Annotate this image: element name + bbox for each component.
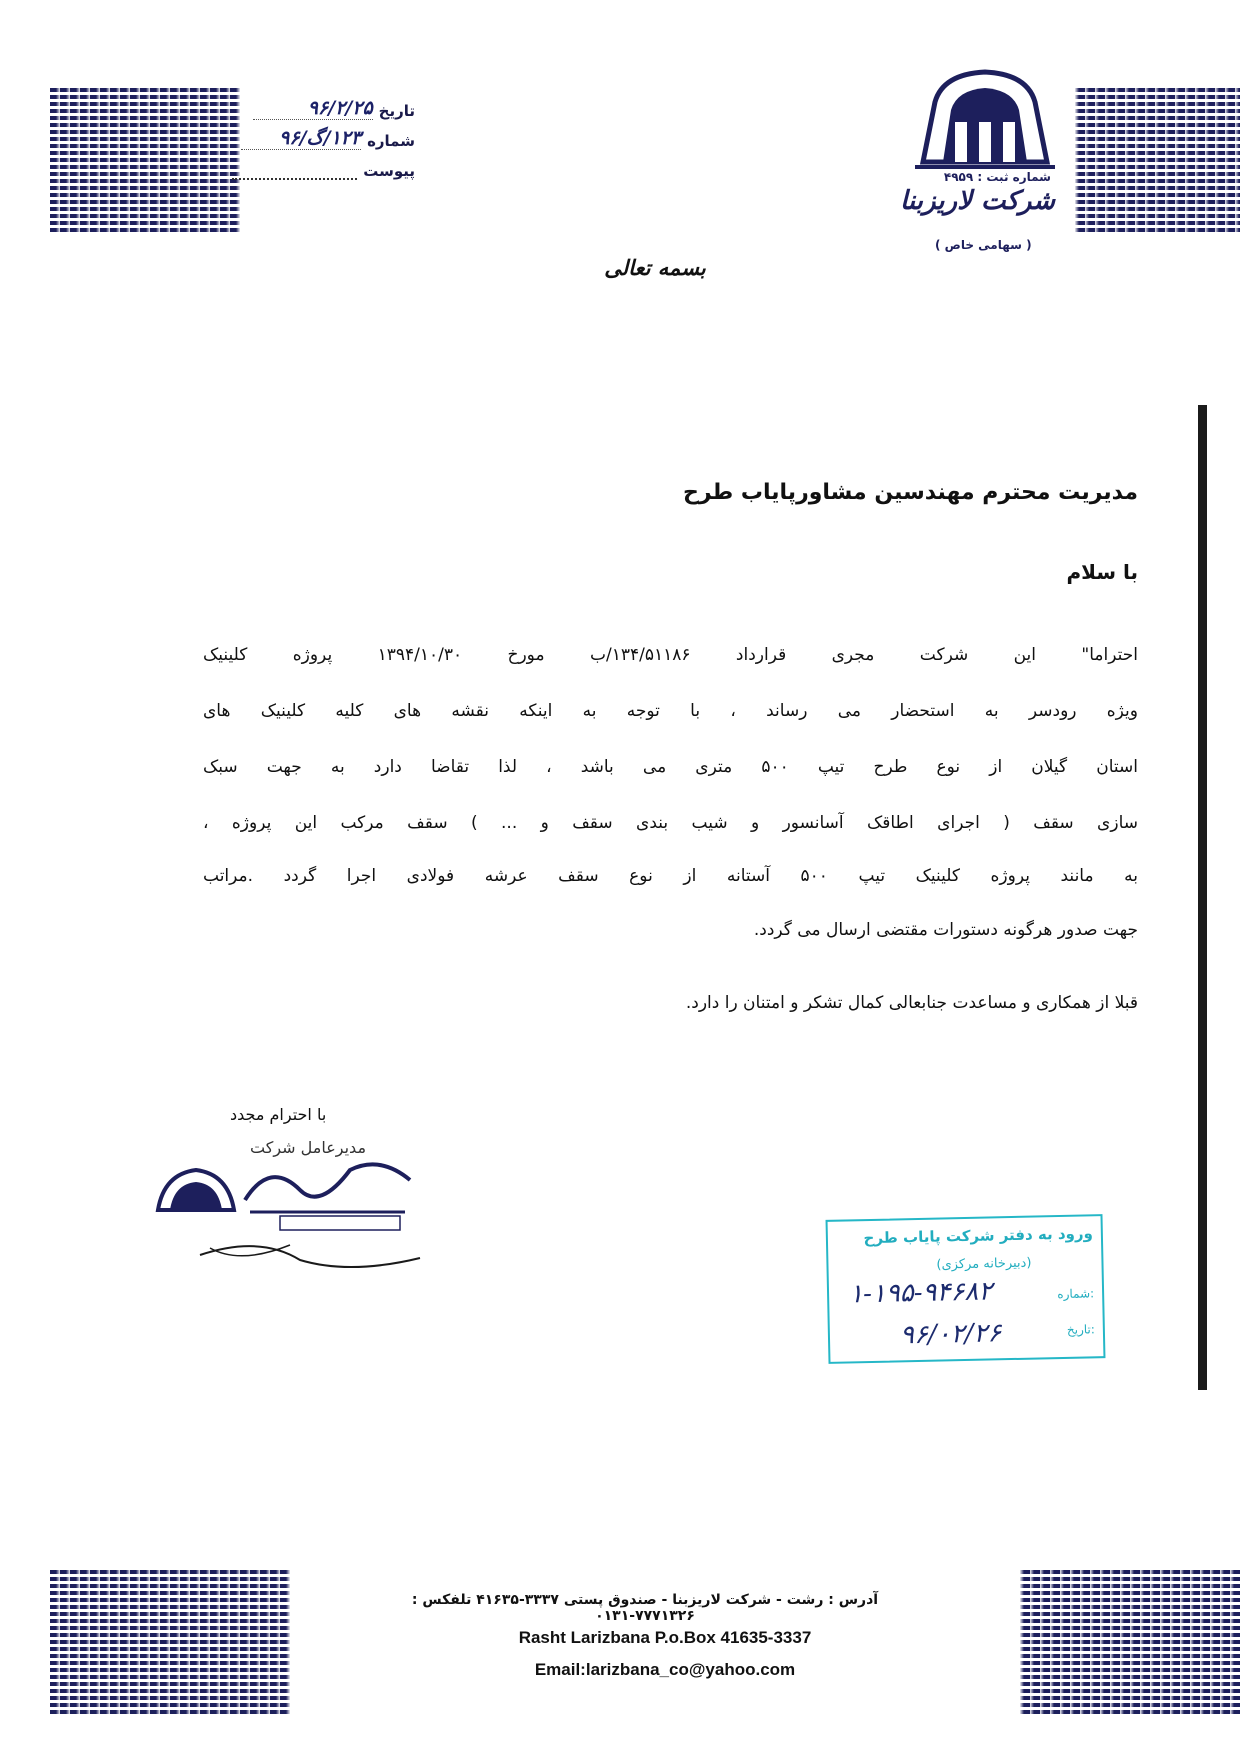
addressee: مدیریت محترم مهندسین مشاورپایاب طرح	[683, 480, 1138, 505]
footer-stripes-right	[1020, 1570, 1240, 1715]
registration-number: شماره ثبت : ۴۹۵۹	[943, 170, 1051, 184]
attachment-blank	[232, 164, 357, 180]
footer-address-en: Rasht Larizbana P.o.Box 41635-3337	[518, 1628, 812, 1647]
stamp-subtitle: (دبیرخانه مرکزی)	[936, 1255, 1032, 1273]
body-line: به مانند پروژه کلینیک تیپ ۵۰۰ آستانه از نوع سقف عرشه فولادی اجرا گردد .مراتب	[203, 866, 1138, 886]
margin-rule	[1198, 405, 1207, 1390]
closing-text: با احترام مجدد	[230, 1105, 327, 1124]
receipt-stamp	[826, 1214, 1106, 1364]
company-seal	[150, 1140, 430, 1270]
date-value: ۹۶/۲/۲۵	[253, 97, 373, 120]
signature-seal-icon	[150, 1140, 430, 1270]
company-logo	[899, 62, 1065, 262]
company-type: ( سهامی خاص )	[935, 238, 1032, 252]
footer-address-fa: آدرس : رشت - شرکت لاریزبنا - صندوق پستی ۳۳۳۷-۴۱۶۳۵ تلفکس : ۷۷۷۱۳۲۶-۰۱۳۱	[411, 1592, 879, 1624]
stripe-pattern	[1075, 88, 1240, 235]
letter-meta	[215, 90, 415, 180]
date-label: تاریخ	[378, 102, 415, 120]
footer-stripes-left	[50, 1570, 290, 1715]
signer-title: مدیرعامل شرکت	[250, 1138, 367, 1157]
date-row	[215, 90, 415, 120]
stripe-pattern	[50, 88, 240, 235]
attachment-row	[215, 150, 415, 180]
logo-building-icon	[905, 62, 1065, 172]
header-stripes-right	[1075, 88, 1240, 235]
stamp-date-value: ۹۶/۰۲/۲۶	[899, 1318, 1002, 1351]
stamp-number-label: شماره:	[1057, 1286, 1095, 1302]
stamp-date-label: تاریخ:	[1066, 1322, 1096, 1337]
header-stripes-left	[50, 88, 240, 235]
number-row	[215, 120, 415, 150]
body-line: استان گیلان از نوع طرح تیپ ۵۰۰ متری می باشد ، لذا تقاضا دارد به جهت سبک	[203, 757, 1138, 777]
footer-email: Email:larizbana_co@yahoo.com	[534, 1660, 796, 1679]
stamp-title: ورود به دفتر شرکت پایاب طرح	[863, 1224, 1094, 1248]
company-name: شرکت لاریزبنا	[899, 186, 1055, 216]
body-line: احتراما" این شرکت مجری قرارداد ۱۳۴/۵۱۱۸۶/ب مورخ ۱۳۹۴/۱۰/۳۰ پروژه کلینیک	[203, 645, 1138, 665]
stripe-pattern	[1020, 1570, 1240, 1715]
bismillah-heading: بسمه تعالی	[604, 255, 706, 280]
greeting: با سلام	[1066, 560, 1138, 584]
number-label: شماره	[367, 132, 415, 150]
body-line: سازی سقف ( اجرای اطاقک آسانسور و شیب بندی سقف و ... ) سقف مرکب این پروژه ،	[203, 813, 1138, 833]
number-value: ۱۲۳/گ/۹۶	[241, 127, 361, 150]
attachment-label: پیوست	[363, 162, 415, 180]
stripe-pattern	[50, 1570, 290, 1715]
stamp-number-value: ۱-۱۹۵-۹۴۶۸۲	[848, 1276, 993, 1310]
thanks-line: قبلا از همکاری و مساعدت جنابعالی کمال تشکر و امتنان را دارد.	[685, 993, 1138, 1013]
body-line: ویژه رودسر به استحضار می رساند ، با توجه به اینکه نقشه های کلیه کلینیک های	[203, 701, 1138, 721]
body-line: جهت صدور هرگونه دستورات مقتضی ارسال می گردد.	[753, 920, 1138, 940]
